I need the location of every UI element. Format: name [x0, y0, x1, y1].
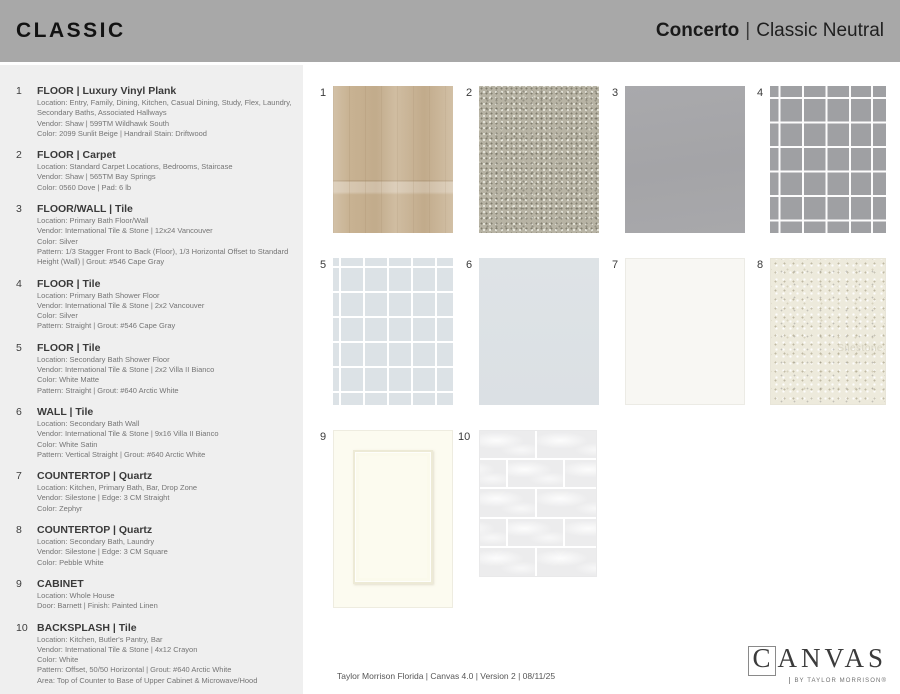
- logo-rule: [789, 677, 790, 684]
- spec-detail-line: Color: 0560 Dove | Pad: 6 lb: [37, 182, 132, 192]
- spec-detail-line: Location: Secondary Bath, Laundry: [37, 537, 155, 547]
- spec-item-body: [37, 278, 295, 332]
- spec-detail-line: Pattern: Vertical Straight | Grout: #640 Arctic White: [37, 449, 206, 459]
- spec-detail-line: Color: White Matte: [37, 375, 100, 385]
- spec-item: [16, 149, 295, 193]
- swatch-tile-2x2-vancouver: [770, 86, 886, 233]
- spec-detail-line: Location: Primary Bath Floor/Wall: [37, 216, 149, 226]
- spec-detail-line: Location: Primary Bath Shower Floor: [37, 290, 160, 300]
- spec-detail-line: Door: Barnett | Finish: Painted Linen: [37, 601, 158, 611]
- swatch-number: 10: [458, 431, 471, 443]
- subway-tile: [508, 519, 565, 546]
- spec-item-details: [37, 162, 295, 193]
- spec-detail-line: Vendor: International Tile & Stone | 4x12 Crayon: [37, 644, 198, 654]
- spec-detail-line: Location: Kitchen, Primary Bath, Bar, Drop Zone: [37, 483, 198, 493]
- subway-tile: [508, 460, 565, 487]
- page-content: [0, 65, 900, 694]
- spec-detail-line: Color: Silver: [37, 236, 78, 246]
- subway-tile: [537, 489, 597, 516]
- spec-item-body: [37, 622, 295, 686]
- spec-detail-line: Vendor: Shaw | 565TM Bay Springs: [37, 172, 156, 182]
- spec-item-title: COUNTERTOP | Quartz: [37, 470, 153, 483]
- swatch-quartz-zephyr: [625, 258, 745, 405]
- canvas-logo-wordmark: [748, 643, 887, 676]
- spec-item: [16, 406, 295, 460]
- spec-detail-line: Color: White: [37, 655, 79, 665]
- swatch-number: 2: [466, 87, 473, 99]
- collection-name: Concerto: [655, 20, 740, 41]
- spec-item-body: [37, 342, 295, 396]
- subway-tile: [565, 519, 597, 546]
- spec-item-number: 1: [16, 85, 22, 97]
- spec-item: [16, 622, 295, 686]
- spec-list: [0, 65, 303, 694]
- spec-item-number: 3: [16, 203, 22, 216]
- cabinet-door-panel: [359, 456, 427, 578]
- spec-item-title: FLOOR | Luxury Vinyl Plank: [37, 85, 177, 97]
- canvas-logo-tagline: BY TAYLOR MORRISON®: [794, 677, 887, 684]
- spec-item-number: 5: [16, 341, 22, 354]
- spec-item-number: 4: [16, 277, 22, 290]
- spec-item-body: [37, 524, 295, 568]
- subway-row: [480, 431, 596, 460]
- canvas-logo-tagline-row: [748, 677, 887, 684]
- spec-item-details: [37, 591, 295, 612]
- spec-item-number: 2: [16, 149, 22, 162]
- swatch-number: 7: [612, 259, 619, 271]
- page-header: [0, 0, 900, 62]
- swatch-number: 8: [757, 259, 764, 271]
- subway-tile: [537, 431, 597, 458]
- spec-detail-line: Pattern: Straight | Grout: #640 Arctic White: [37, 385, 179, 395]
- canvas-logo-c-box: C: [748, 646, 776, 676]
- swatch-number: 6: [466, 259, 473, 271]
- spec-item-details: [37, 216, 295, 267]
- spec-item-number: 10: [16, 621, 28, 634]
- subway-tile: [480, 431, 537, 458]
- spec-item-details: [37, 98, 295, 139]
- spec-detail-line: Location: Whole House: [37, 590, 115, 600]
- spec-item-number: 7: [16, 470, 22, 483]
- brand-title: CLASSIC: [16, 19, 126, 42]
- subway-row: [479, 519, 596, 548]
- spec-item-title: CABINET: [37, 577, 84, 590]
- spec-item-number: 8: [16, 524, 22, 537]
- spec-item-title: FLOOR | Carpet: [37, 149, 116, 162]
- collection-title: [656, 20, 884, 42]
- spec-detail-line: Vendor: International Tile & Stone | 2x2 Vancouver: [37, 300, 205, 310]
- swatch-quartz-pebble-white: [770, 258, 886, 405]
- spec-item-details: [37, 483, 295, 514]
- subway-tile: [480, 489, 537, 516]
- swatch-number: 1: [320, 87, 327, 99]
- spec-item: [16, 524, 295, 568]
- swatch-backsplash-subway: [479, 430, 597, 577]
- spec-detail-line: Location: Kitchen, Butler's Pantry, Bar: [37, 634, 163, 644]
- spec-detail-line: Color: Zephyr: [37, 503, 83, 513]
- canvas-logo: [748, 643, 887, 684]
- spec-detail-line: Vendor: Silestone | Edge: 3 CM Straight: [37, 493, 170, 503]
- spec-detail-line: Color: 2099 Sunlit Beige | Handrail Stain: Driftwood: [37, 128, 207, 138]
- subway-tile: [479, 519, 508, 546]
- spec-item: [16, 342, 295, 396]
- swatch-number: 4: [757, 87, 764, 99]
- collection-separator: |: [745, 20, 751, 41]
- swatch-board: [303, 65, 900, 694]
- swatch-tile-2x2-villa-bianco: [333, 258, 453, 405]
- spec-item-title: BACKSPLASH | Tile: [37, 621, 137, 634]
- spec-detail-line: Location: Secondary Bath Shower Floor: [37, 354, 170, 364]
- spec-item: [16, 278, 295, 332]
- spec-item-number: 6: [16, 405, 22, 418]
- spec-detail-line: Location: Standard Carpet Locations, Bedrooms, Staircase: [37, 162, 233, 172]
- spec-detail-line: Color: Pebble White: [37, 557, 104, 567]
- spec-item-title: FLOOR | Tile: [37, 341, 101, 354]
- subway-row: [479, 460, 596, 489]
- silestone-watermark: Silestone: [837, 343, 883, 354]
- swatch-number: 3: [612, 87, 619, 99]
- spec-item-title: WALL | Tile: [37, 405, 94, 418]
- spec-detail-line: Pattern: 1/3 Stagger Front to Back (Floor), 1/3 Horizontal Offset to Standard Height (Wall) | Grout: #546 Cape Gray: [37, 246, 289, 267]
- cabinet-door-frame: [353, 450, 433, 584]
- spec-item-title: COUNTERTOP | Quartz: [37, 524, 153, 537]
- spec-detail-line: Pattern: Straight | Grout: #546 Cape Gray: [37, 321, 176, 331]
- spec-item: [16, 578, 295, 612]
- spec-detail-line: Vendor: International Tile & Stone | 9x16 Villa II Bianco: [37, 429, 219, 439]
- spec-item: [16, 203, 295, 267]
- footer-version-info: Taylor Morrison Florida | Canvas 4.0 | Version 2 | 08/11/25: [337, 671, 556, 681]
- swatch-carpet: [479, 86, 599, 233]
- spec-detail-line: Pattern: Offset, 50/50 Horizontal | Grout: #640 Arctic White: [37, 665, 232, 675]
- spec-detail-line: Vendor: Shaw | 599TM Wildhawk South: [37, 118, 170, 128]
- spec-item-body: [37, 85, 295, 139]
- swatch-luxury-vinyl-plank: [333, 86, 453, 233]
- spec-item-body: [37, 203, 295, 267]
- spec-detail-line: Color: Silver: [37, 311, 78, 321]
- spec-item-number: 9: [16, 577, 22, 590]
- spec-detail-line: Location: Secondary Bath Wall: [37, 418, 140, 428]
- spec-item-body: [37, 149, 295, 193]
- canvas-logo-rest: ANVAS: [777, 643, 887, 673]
- swatch-cabinet-door: [333, 430, 453, 608]
- spec-item-title: FLOOR | Tile: [37, 277, 101, 290]
- subway-row: [480, 548, 596, 577]
- swatch-number: 5: [320, 259, 327, 271]
- spec-detail-line: Color: White Satin: [37, 439, 98, 449]
- spec-detail-line: Area: Top of Counter to Base of Upper Cabinet & Microwave/Hood: [37, 675, 258, 685]
- spec-detail-line: Vendor: International Tile & Stone | 12x24 Vancouver: [37, 226, 213, 236]
- spec-item-details: [37, 419, 295, 460]
- spec-detail-line: Vendor: International Tile & Stone | 2x2 Villa II Bianco: [37, 365, 215, 375]
- swatch-tile-12x24-vancouver: [625, 86, 745, 233]
- subway-row: [480, 489, 596, 518]
- subway-tile: [479, 460, 508, 487]
- palette-name: Classic Neutral: [756, 20, 884, 41]
- spec-item-body: [37, 406, 295, 460]
- spec-item: [16, 470, 295, 514]
- swatch-tile-9x16-villa-bianco: [479, 258, 599, 405]
- subway-tile: [480, 548, 537, 577]
- subway-tile: [565, 460, 597, 487]
- subway-tile: [537, 548, 597, 577]
- spec-item-body: [37, 578, 295, 612]
- spec-item-title: FLOOR/WALL | Tile: [37, 203, 133, 216]
- spec-item-details: [37, 635, 295, 686]
- spec-item-details: [37, 291, 295, 332]
- spec-detail-line: Location: Entry, Family, Dining, Kitchen, Casual Dining, Study, Flex, Laundry, Secondary Baths, Associated Hallways: [37, 98, 292, 118]
- spec-item: [16, 85, 295, 139]
- swatch-number: 9: [320, 431, 327, 443]
- spec-item-details: [37, 537, 295, 568]
- spec-item-body: [37, 470, 295, 514]
- spec-detail-line: Vendor: Silestone | Edge: 3 CM Square: [37, 547, 168, 557]
- spec-item-details: [37, 355, 295, 396]
